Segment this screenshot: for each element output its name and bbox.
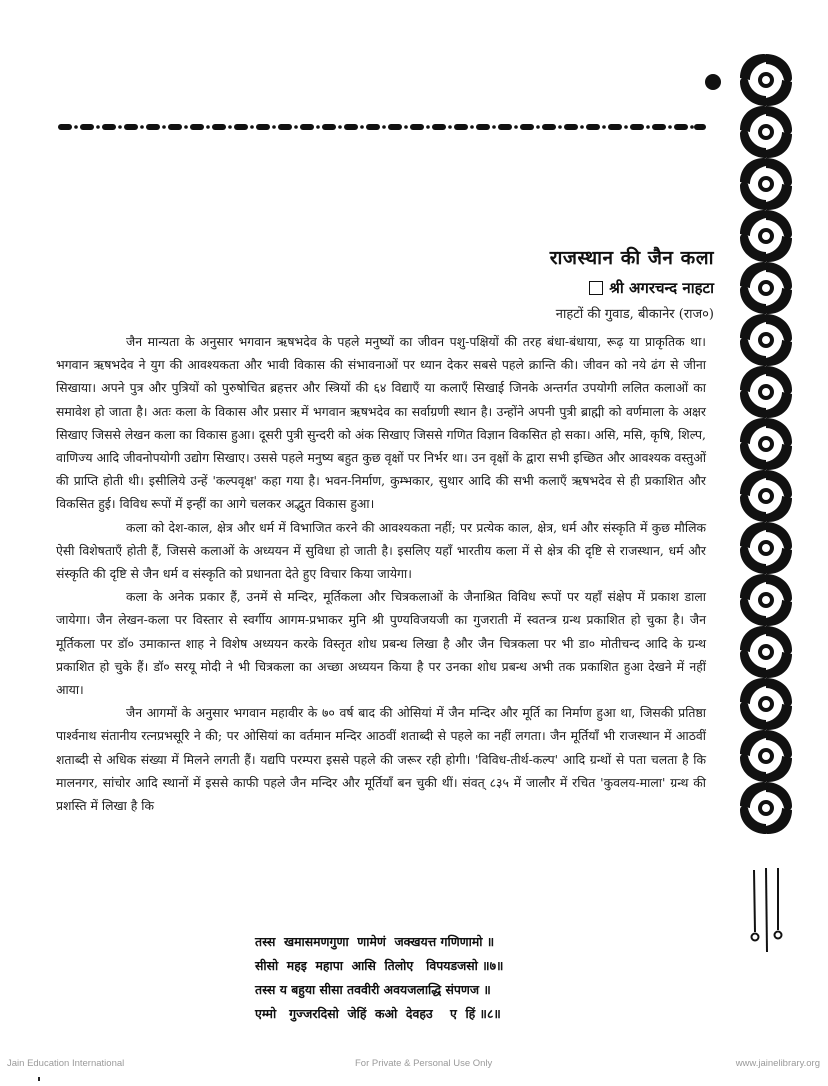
article-body — [56, 330, 706, 817]
verse-line: एम्मो गुज्जरदिसो जेहिं कओ देवहउ ए हिं ॥८॥ — [255, 1006, 501, 1021]
article-title: राजस्थान की जैन कला — [549, 247, 714, 269]
author-address: नाहटों की गुवाड, बीकानेर (राज०) — [555, 307, 714, 322]
footer-usage-note: For Private & Personal Use Only — [355, 1058, 493, 1069]
prakrit-verse-quote — [255, 930, 503, 1026]
paisley-border-ornament — [738, 52, 794, 952]
verse-line: तस्स खमासमणगुणा णामेणं जक्खयत्त गणिणामो ॥ — [255, 934, 495, 949]
dash-dot-rule-ornament — [58, 122, 706, 132]
paragraph: कला को देश-काल, क्षेत्र और धर्म में विभाजित करने की आवश्यकता नहीं; पर प्रत्येक काल, क्षेत्र, धर्म और संस्कृति में कुछ मौलिक ऐसी विशेषताएँ होती हैं, जिससे कलाओं के अध्ययन में सुविधा हो जाती है। इसलिए यहाँ भारतीय कला में से क्षेत्र की दृष्टि से राजस्थान, धर्म और संस्कृति की दृष्टि से जैन धर्म व संस्कृति को प्रधानता देते हुए विचार किया जायेगा। — [56, 519, 706, 582]
author-name: श्री अगरचन्द नाहटा — [609, 279, 714, 297]
footer-publisher: Jain Education International — [7, 1058, 125, 1069]
square-bullet-icon — [589, 281, 603, 295]
article-header — [550, 244, 714, 322]
article-author — [550, 278, 714, 298]
scan-speck — [38, 1077, 40, 1081]
paragraph: जैन मान्यता के अनुसार भगवान ऋषभदेव के पहले मनुष्यों का जीवन पशु-पक्षियों की तरह बंधा-बंधाया, रूढ़ या प्राकृतिक था। भगवान ऋषभदेव ने युग की आवश्यकता और भावी विकास की संभावनाओं पर ध्यान देकर सबसे पहले क्रान्ति की। जीवन को नये ढंग से जीना सिखाया। अपने पुत्र और पुत्रियों को पुरुषोचित ब्रहत्तर और स्त्रियों की ६४ विद्याएँ या कलाएँ सिखाई जिनके अन्तर्गत उपयोगी ललित कलाओं का समावेश हो जाता है। अतः कला के विकास और प्रसार में भगवान ऋषभदेव का सर्वाग्रणी स्थान है। उन्होंने अपनी पुत्री ब्राह्मी को वर्णमाला के अक्षर सिखाए जिससे लेखन कला का विकास हुआ। दूसरी पुत्री सुन्दरी को अंक सिखाए जिससे गणित विज्ञान विकसित हो सका। असि, मसि, कृषि, शिल्प, वाणिज्य आदि जीवनोपयोगी उद्योग सिखाए। उससे पहले मनुष्य बहुत कुछ वृक्षों पर निर्भर था। उन वृक्षों के द्वारा सभी इच्छित और आवश्यक वस्तुओं की प्राप्ति होती थी। इसीलिये उन्हें 'कल्पवृक्ष' कहा गया है। भवन-निर्माण, कुम्भकार, सुथार आदि की सभी कलाएँ ऋषभदेव से ही प्रकाशित और विकसित हुई। विविध रूपों में इन्हीं का आगे चलकर अद्भुत विकास हुआ। — [56, 334, 706, 512]
page-footer — [0, 1058, 828, 1074]
paragraph: कला के अनेक प्रकार हैं, उनमें से मन्दिर, मूर्तिकला और चित्रकलाओं के जैनाश्रित विविध रूपों पर यहाँ संक्षेप में प्रकाश डाला जायेगा। जैन लेखन-कला पर विस्तार से स्वर्गीय आगम-प्रभाकर मुनि श्री पुण्यविजयजी का गुजराती में स्वतन्त्र ग्रन्थ प्रकाशित हो चुका है। जैन मूर्तिकला पर डॉ० उमाकान्त शाह ने विशेष अध्ययन करके विस्तृत शोध प्रबन्ध लिखा है और जैन चित्रकला पर भी डा० मोतीचन्द आदि के ग्रन्थ प्रकाशित हो चुके हैं। डॉ० सरयू मोदी ने भी चित्रकला का अच्छा अध्ययन किया है पर उनका शोध प्रबन्ध अभी तक प्रकाशित हुआ देखने में नहीं आया। — [56, 589, 706, 698]
paragraph: जैन आगमों के अनुसार भगवान महावीर के ७० वर्ष बाद की ओसियां में जैन मन्दिर और मूर्ति का निर्माण हुआ था, जिसकी प्रतिष्ठा पार्श्वनाथ संतानीय रत्नप्रभसूरि ने की; पर ओसियां का वर्तमान मन्दिर आठवीं शताब्दी से पहले का नहीं लगता। जैन मूर्तियाँ भी राजस्थान में आठवीं शताब्दी से अधिक संख्या में मिलने लगती हैं। यद्यपि परम्परा इससे पहले की जरूर रही होगी। 'विविध-तीर्थ-कल्प' आदि ग्रन्थों से पता चलता है कि मालनगर, सांचोर आदि स्थानों में इससे काफी पहले जैन मन्दिर और मूर्तियाँ बन चुकी थीं। संवत् ८३५ में जालौर में रचित 'कुवलय-माला' ग्रन्थ की प्रशस्ति में लिखा है कि — [56, 705, 706, 814]
verse-line: तस्स य बहुया सीसा तववीरी अवयजलाद्धि संपणज ॥ — [255, 982, 491, 997]
verse-line: सीसो महइ महापा आसि तिलोए विपयडजसो ॥७॥ — [255, 958, 504, 973]
dot-ornament — [705, 74, 721, 90]
footer-website-link[interactable]: www.jainelibrary.org — [735, 1058, 820, 1069]
